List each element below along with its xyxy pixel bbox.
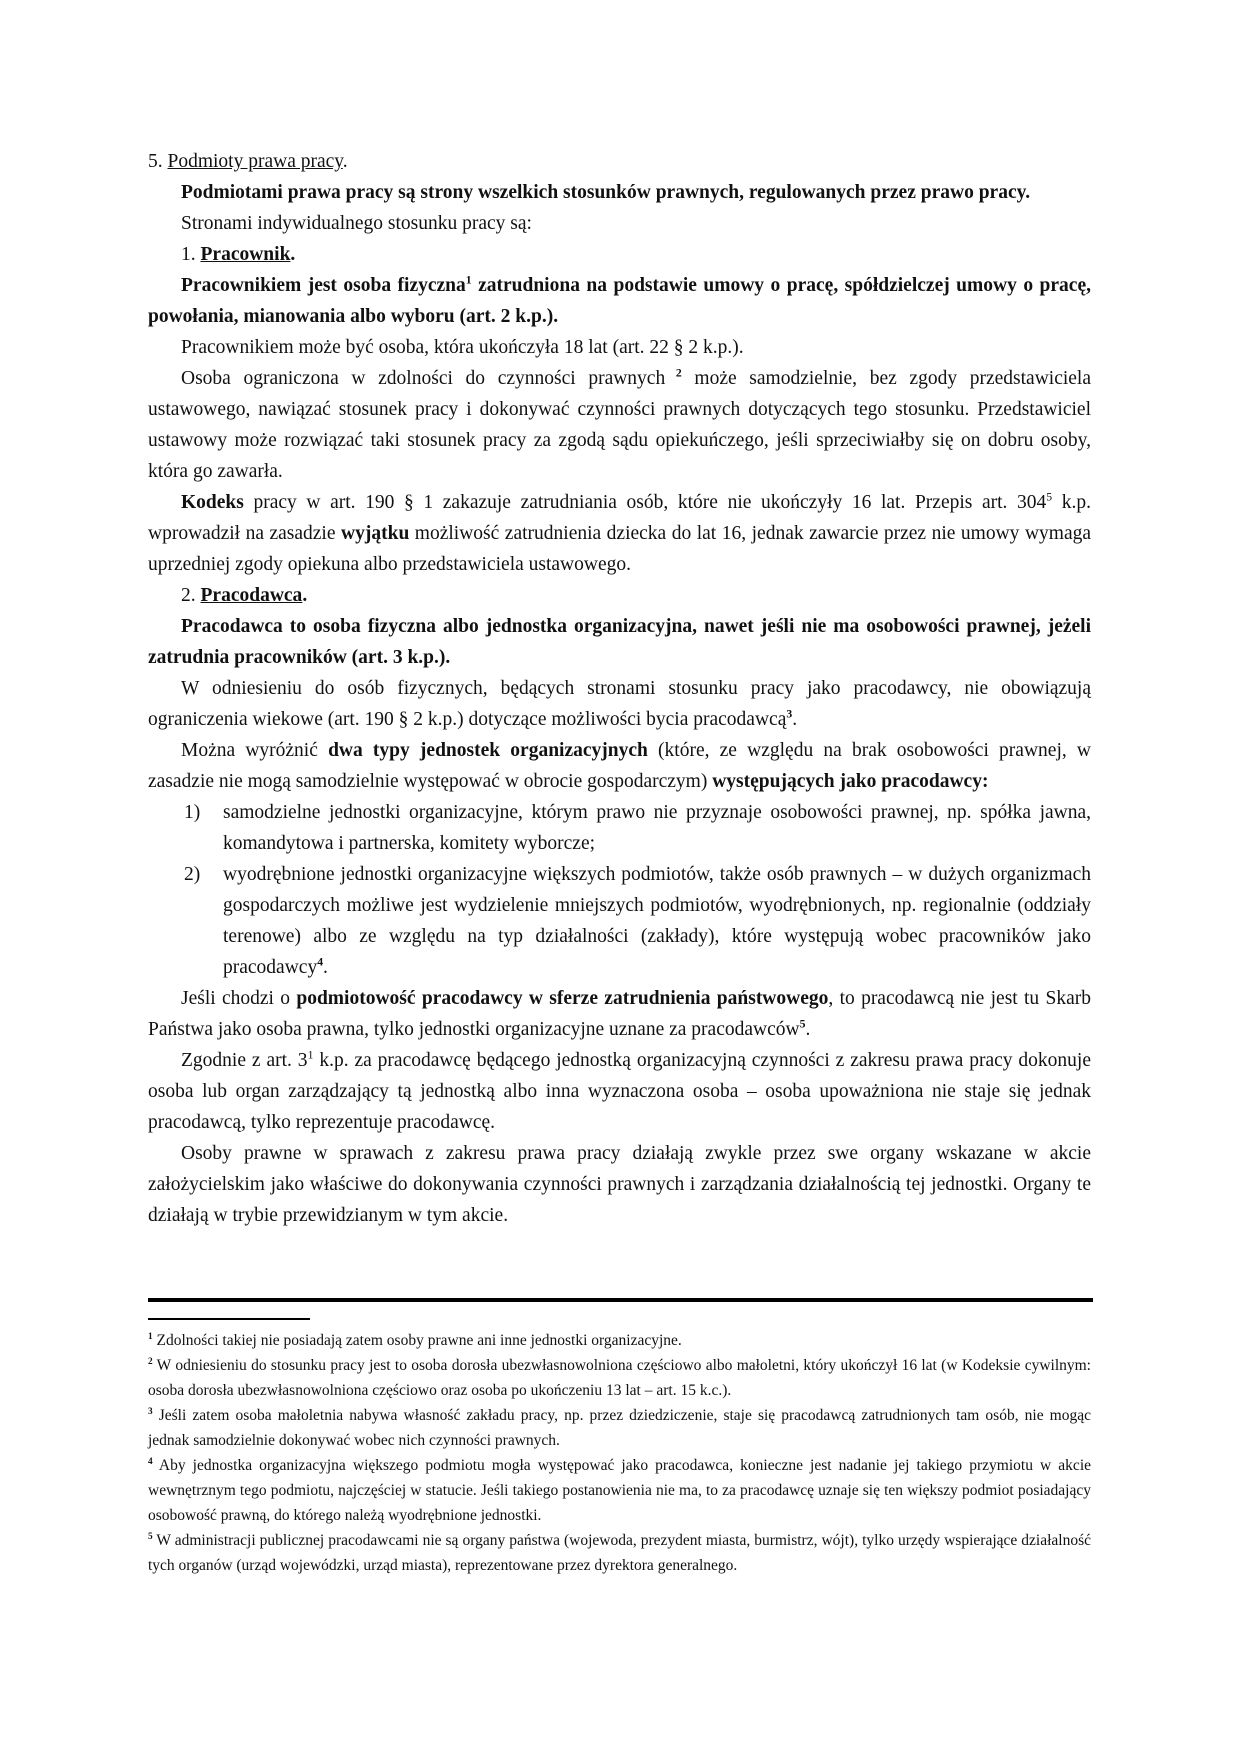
text-run: Osoba ograniczona w zdolności do czynności prawnych	[181, 368, 666, 389]
text-run: wyodrębnione jednostki organizacyjne większych podmiotów, także osób prawnych – w dużych organizmach gospodarczych możliwe jest wydzielenie mniejszych podmiotów, wyodrębnionych, np. regionalnie (oddziały terenowe) albo ze względu na typ działalności (zakłady), które występują wobec pracowników jako pracodawcy	[223, 864, 1091, 978]
text-run: .	[302, 585, 308, 606]
paragraph	[148, 332, 1091, 363]
footnote-ref: 3	[786, 707, 793, 721]
text-run: Kodeks	[181, 492, 244, 513]
paragraph	[148, 177, 1091, 208]
footnote-number: 1	[148, 1331, 153, 1342]
footnote-separator	[148, 1318, 310, 1320]
text-run: 5.	[148, 151, 168, 172]
footnote-text: W odniesieniu do stosunku pracy jest to osoba dorosła ubezwłasnowolniona częściowo albo małoletni, który ukończył 16 lat (w Kodeksie cywilnym: osoba dorosła ubezwłasnowolniona częściowo oraz osoba po ukończeniu 13 lat – art. 15 k.c.).	[148, 1357, 1091, 1399]
paragraph	[148, 673, 1091, 735]
text-run: dwa typy jednostek organizacyjnych	[328, 740, 648, 761]
text-run: Zgodnie z art. 3	[181, 1050, 308, 1071]
text-run: pracy w art. 190 § 1 zakazuje zatrudniania osób, które nie ukończyły 16 lat. Przepis art. 304	[243, 492, 1047, 513]
text-run: Pracownik	[200, 244, 291, 265]
text-run: Podmioty prawa pracy	[167, 151, 343, 172]
text-run: możliwość zatrudnienia dziecka do lat 16, jednak zawarcie przez nie umowy wymaga uprzedniej zgody opiekuna albo przedstawiciela ustawowego.	[148, 523, 1092, 575]
text-run: k.p. wprowadził na zasadzie	[148, 492, 1091, 544]
paragraph	[148, 1138, 1091, 1231]
text-run: 1.	[181, 244, 201, 265]
section-heading	[148, 146, 1091, 177]
footnote	[148, 1403, 1091, 1453]
paragraph	[148, 208, 1091, 239]
text-run: Można wyróżnić	[181, 740, 329, 761]
text-run: zatrudniona na podstawie umowy o pracę, spółdzielczej umowy o pracę, powołania, mianowania albo wyboru (art. 2 k.p.).	[148, 275, 1091, 327]
footnote	[148, 1353, 1091, 1403]
list-item	[184, 859, 1091, 983]
footnote	[148, 1528, 1091, 1578]
footnote-ref: 4	[317, 955, 324, 969]
text-run: Pracownikiem może być osoba, która ukończyła 18 lat (art. 22 § 2 k.p.).	[181, 337, 744, 358]
text-run: (które, ze względu na brak osobowości prawnej, w zasadzie nie mogą samodzielnie występować w obrocie gospodarczym)	[148, 740, 1091, 792]
paragraph	[148, 735, 1091, 797]
text-run: Osoby prawne w sprawach z zakresu prawa pracy działają zwykle przez swe organy wskazane w akcie założycielskim jako właściwe do dokonywania czynności prawnych i zarządzania działalnością tej jednostki. Organy te działają w trybie przewidzianym w tym akcie.	[148, 1143, 1091, 1226]
footnote	[148, 1328, 1091, 1353]
body-end-rule	[148, 1298, 1093, 1302]
footnote-text: Jeśli zatem osoba małoletnia nabywa własność zakładu pracy, np. przez dziedziczenie, staje się pracodawcą zatrudnionych tam osób, nie mogąc jednak samodzielnie dokonywać wobec nich czynności prawnych.	[148, 1407, 1091, 1449]
footnotes	[148, 1328, 1091, 1578]
text-run: może samodzielnie, bez zgody przedstawiciela ustawowego, nawiązać stosunek pracy i dokonywać czynności prawnych dotyczących tego stosunku. Przedstawiciel ustawowy może rozwiązać taki stosunek pracy za zgodą sądu opiekuńczego, jeśli sprzeciwiałby się on dobru osoby, która go zawarła.	[148, 368, 1092, 482]
footnote-ref: 1	[465, 273, 472, 287]
paragraph	[148, 983, 1091, 1045]
text-run: występujących jako pracodawcy:	[712, 771, 989, 792]
text-run: k.p. za pracodawcę będącego jednostką organizacyjną czynności z zakresu prawa pracy dokonuje osoba lub organ zarządzający tą jednostką albo inna wyznaczona osoba – osoba upoważniona nie staje się jednak pracodawcą, tylko reprezentuje pracodawcę.	[148, 1050, 1091, 1133]
text-run: Pracownikiem jest osoba fizyczna	[181, 275, 466, 296]
footnote-number: 3	[148, 1406, 153, 1417]
list-text	[223, 859, 1091, 983]
footnote	[148, 1453, 1091, 1528]
list-text	[223, 797, 1091, 859]
text-run: wyjątku	[341, 523, 410, 544]
text-run: Podmiotami prawa pracy są strony wszelkich stosunków prawnych, regulowanych przez prawo pracy.	[181, 182, 1031, 203]
footnote-number: 2	[148, 1356, 153, 1367]
text-run: samodzielne jednostki organizacyjne, którym prawo nie przyznaje osobowości prawnej, np. spółka jawna, komandytowa i partnerska, komitety wyborcze;	[223, 802, 1091, 854]
footnote-text: W administracji publicznej pracodawcami nie są organy państwa (wojewoda, prezydent miasta, burmistrz, wójt), tylko urzędy wspierające działalność tych organów (urząd wojewódzki, urząd miasta), reprezentowane przez dyrektora generalnego.	[148, 1532, 1091, 1574]
text-run: .	[323, 957, 328, 978]
paragraph	[148, 1045, 1091, 1138]
paragraph	[148, 611, 1091, 673]
paragraph	[148, 270, 1091, 332]
text-run: podmiotowość pracodawcy w sferze zatrudnienia państwowego	[296, 988, 829, 1009]
document-body	[148, 146, 1091, 1231]
footnote-ref: 2	[665, 366, 682, 380]
footnote-text: Zdolności takiej nie posiadają zatem osoby prawne ani inne jednostki organizacyjne.	[152, 1332, 682, 1349]
footnote-ref: 1	[307, 1048, 314, 1062]
subsection-heading	[148, 580, 1091, 611]
footnote-number: 4	[148, 1456, 153, 1467]
text-run: , to pracodawcą nie jest tu Skarb Państwa jako osoba prawna, tylko jednostki organizacyjne uznane za pracodawców	[148, 988, 1091, 1040]
text-run: .	[792, 709, 798, 730]
list-number: 1)	[184, 802, 201, 823]
text-run: Pracodawca	[200, 585, 303, 606]
paragraph	[148, 363, 1091, 487]
footnote-number: 5	[148, 1531, 153, 1542]
text-run: .	[290, 244, 296, 265]
text-run: .	[805, 1019, 811, 1040]
text-run: .	[342, 151, 348, 172]
text-run: Pracodawca to osoba fizyczna albo jednostka organizacyjna, nawet jeśli nie ma osobowości prawnej, jeżeli zatrudnia pracowników (art. 3 k.p.).	[148, 616, 1091, 668]
list-item	[184, 797, 1091, 859]
footnote-ref: 5	[1046, 490, 1053, 504]
text-run: Stronami indywidualnego stosunku pracy są:	[181, 213, 532, 234]
list-number: 2)	[184, 864, 201, 885]
paragraph	[148, 487, 1091, 580]
text-run: Jeśli chodzi o	[181, 988, 297, 1009]
subsection-heading	[148, 239, 1091, 270]
footnote-ref: 5	[799, 1017, 806, 1031]
text-run: W odniesieniu do osób fizycznych, będących stronami stosunku pracy jako pracodawcy, nie obowiązują ograniczenia wiekowe (art. 190 § 2 k.p.) dotyczące możliwości bycia pracodawcą	[148, 678, 1091, 730]
text-run: 2.	[181, 585, 201, 606]
footnote-text: Aby jednostka organizacyjna większego podmiotu mogła występować jako pracodawca, konieczne jest nadanie jej takiego przymiotu w akcie wewnętrznym tego podmiotu, najczęściej w statucie. Jeśli takiego postanowienia nie ma, to za pracodawcę uznaje się ten większy podmiot posiadający osobowość prawną, do którego należą wyodrębnione jednostki.	[148, 1457, 1091, 1524]
